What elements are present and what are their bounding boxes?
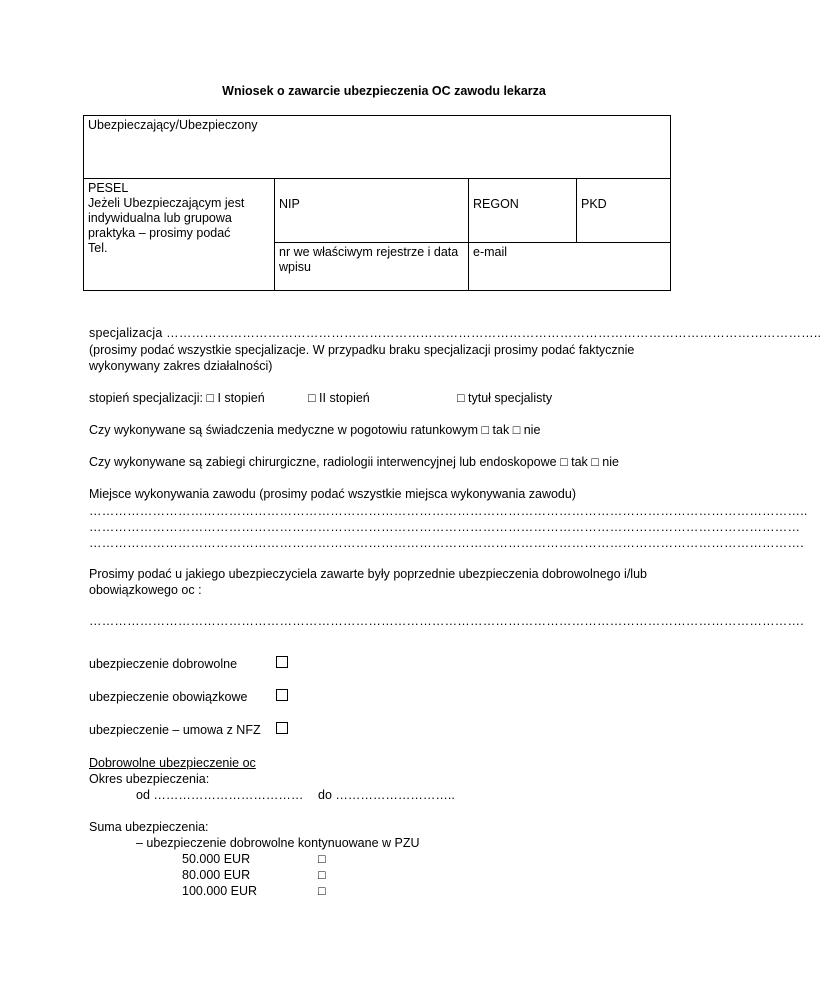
nfz-checkbox[interactable] xyxy=(276,722,288,734)
voluntary-label: ubezpieczenie dobrowolne xyxy=(89,657,238,671)
insured-data-table xyxy=(83,115,671,291)
nip-label: NIP xyxy=(279,197,300,211)
page-title: Wniosek o zawarcie ubezpieczenia OC zawodu lekarza xyxy=(222,84,546,98)
nfz-label: ubezpieczenie – umowa z NFZ xyxy=(89,723,261,737)
email-label: e-mail xyxy=(473,245,508,259)
specialization-line[interactable]: specjalizacja ……………………………………………………………………………………………………………………………………….. xyxy=(89,326,821,340)
sum-option-amount: 50.000 EUR xyxy=(182,852,251,866)
place-label: Miejsce wykonywania zawodu (prosimy podać wszystkie miejsca wykonywania zawodu) xyxy=(89,487,576,501)
sum-option-amount: 80.000 EUR xyxy=(182,868,251,882)
continued-label: – ubezpieczenie dobrowolne kontynuowane w PZU xyxy=(136,836,420,850)
place-line-2[interactable]: …………………………………………………………………………………………………………………………………………………… xyxy=(89,520,801,534)
specialization-degree-2[interactable]: □ II stopień xyxy=(308,391,370,405)
period-label: Okres ubezpieczenia: xyxy=(89,772,210,786)
sum-option-checkbox[interactable]: □ xyxy=(318,852,326,866)
register-label: nr we właściwym rejestrze i data wpisu xyxy=(279,245,459,274)
place-line-3[interactable]: ……………………………………………………………………………………………………………………………………………………. xyxy=(89,536,804,550)
voluntary-checkbox[interactable] xyxy=(276,656,288,668)
mandatory-label: ubezpieczenie obowiązkowe xyxy=(89,690,248,704)
register-cell[interactable] xyxy=(275,243,469,291)
pkd-cell[interactable] xyxy=(577,179,671,243)
pesel-label: PESEL xyxy=(88,181,129,195)
specialization-note: (prosimy podać wszystkie specjalizacje. W przypadku braku specjalizacji prosimy podać faktycznie wykonywany zakres działalności) xyxy=(89,343,635,373)
pkd-label: PKD xyxy=(581,197,607,211)
pesel-cell[interactable] xyxy=(84,179,275,291)
regon-label: REGON xyxy=(473,197,519,211)
period-from[interactable]: od ……………………………… xyxy=(136,788,304,802)
ambulance-question[interactable]: Czy wykonywane są świadczenia medyczne w pogotowiu ratunkowym □ tak □ nie xyxy=(89,423,541,437)
email-cell[interactable] xyxy=(469,243,671,291)
sum-option-checkbox[interactable]: □ xyxy=(318,868,326,882)
sum-label: Suma ubezpieczenia: xyxy=(89,820,209,834)
insured-cell[interactable] xyxy=(84,116,671,179)
period-to[interactable]: do ……………………….. xyxy=(318,788,455,802)
specialization-degree-3[interactable]: □ tytuł specjalisty xyxy=(457,391,553,405)
voluntary-oc-heading: Dobrowolne ubezpieczenie oc xyxy=(89,756,256,770)
mandatory-checkbox[interactable] xyxy=(276,689,288,701)
surgery-question[interactable]: Czy wykonywane są zabiegi chirurgiczne, radiologii interwencyjnej lub endoskopowe □ tak □ nie xyxy=(89,455,619,469)
place-line-1[interactable]: …………………………………………………………………………………………………………………………………………………….. xyxy=(89,504,808,518)
insured-label: Ubezpieczający/Ubezpieczony xyxy=(88,118,258,132)
tel-label: Tel. xyxy=(88,241,108,255)
sum-option-amount: 100.000 EUR xyxy=(182,884,258,898)
regon-cell[interactable] xyxy=(469,179,577,243)
sum-option-checkbox[interactable]: □ xyxy=(318,884,326,898)
specialization-degree-1[interactable]: stopień specjalizacji: □ I stopień xyxy=(89,391,265,405)
nip-cell[interactable] xyxy=(275,179,469,243)
practice-note: Jeżeli Ubezpieczającym jest indywidualna lub grupowa praktyka – prosimy podać xyxy=(88,196,245,240)
previous-insurer-line[interactable]: ……………………………………………………………………………………………………………………………………………………. xyxy=(89,614,804,628)
previous-insurer-label: Prosimy podać u jakiego ubezpieczyciela zawarte były poprzednie ubezpieczenia dobrowolnego i/lub obowiązkowego oc : xyxy=(89,567,647,597)
